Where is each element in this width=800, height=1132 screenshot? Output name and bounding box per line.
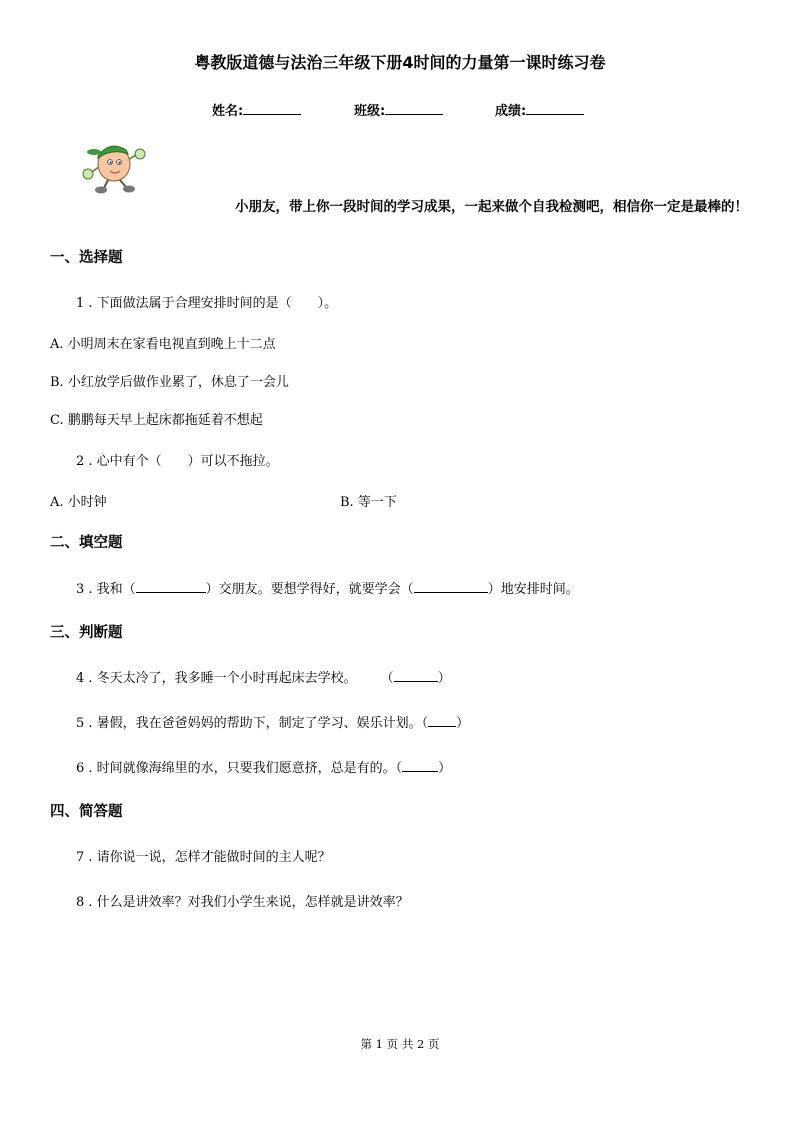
name-blank[interactable]	[243, 102, 301, 115]
score-field	[495, 100, 584, 119]
q4-blank[interactable]	[394, 669, 438, 682]
section-heading-fill: 二、填空题	[50, 535, 123, 551]
q3-text-1: 3 . 我和（	[76, 582, 136, 597]
question-3	[76, 578, 579, 597]
q5-close-paren: ）	[456, 716, 470, 731]
q6-blank[interactable]	[402, 759, 438, 772]
class-blank[interactable]	[385, 102, 443, 115]
section-heading-judge: 三、判断题	[50, 625, 123, 641]
page-footer: 第 1 页 共 2 页	[360, 1037, 440, 1051]
page-title: 粤教版道德与法治三年级下册4时间的力量第一课时练习卷	[194, 53, 606, 72]
class-label: 班级:	[354, 104, 386, 119]
score-blank[interactable]	[526, 102, 584, 115]
question-4	[76, 667, 451, 686]
q3-text-3: ）地安排时间。	[487, 582, 579, 597]
q4-text: 4 . 冬天太冷了，我多睡一个小时再起床去学校。	[76, 671, 357, 686]
score-label: 成绩:	[495, 104, 527, 119]
q3-blank-2[interactable]	[414, 580, 488, 593]
class-field	[354, 100, 443, 119]
q4-close-paren: ）	[437, 671, 451, 686]
question-2: 2 . 心中有个（ ）可以不拖拉。	[76, 454, 279, 469]
name-field	[212, 100, 301, 119]
q3-blank-1[interactable]	[136, 580, 206, 593]
q1-option-c[interactable]: C. 鹏鹏每天早上起床都拖延着不想起	[50, 413, 263, 428]
question-8: 8 . 什么是讲效率？对我们小学生来说，怎样就是讲效率？	[76, 895, 409, 910]
q6-text: 6 . 时间就像海绵里的水，只要我们愿意挤，总是有的。（	[76, 761, 403, 776]
q5-blank[interactable]	[428, 714, 456, 727]
question-1: 1 . 下面做法属于合理安排时间的是（ ）。	[76, 296, 338, 311]
section-heading-choice: 一、选择题	[50, 250, 123, 266]
q4-open-paren: （	[380, 671, 394, 686]
q3-text-2: ）交朋友。要想学得好，就要学会（	[205, 582, 414, 597]
q1-option-a[interactable]: A. 小明周末在家看电视直到晚上十二点	[50, 337, 276, 352]
intro-text: 小朋友，带上你一段时间的学习成果，一起来做个自我检测吧，相信你一定是最棒的！	[235, 199, 748, 215]
q1-option-b[interactable]: B. 小红放学后做作业累了，休息了一会儿	[50, 375, 289, 390]
question-5	[76, 712, 469, 731]
q2-option-b[interactable]: B. 等一下	[340, 495, 397, 510]
question-6	[76, 757, 451, 776]
section-heading-short-answer: 四、简答题	[50, 804, 123, 820]
mascot-illustration	[80, 138, 148, 196]
q2-option-a[interactable]: A. 小时钟	[50, 495, 107, 510]
name-label: 姓名:	[212, 104, 244, 119]
q6-close-paren: ）	[438, 761, 452, 776]
q5-text: 5 . 暑假，我在爸爸妈妈的帮助下，制定了学习、娱乐计划。（	[76, 716, 429, 731]
question-7: 7 . 请你说一说，怎样才能做时间的主人呢？	[76, 850, 331, 865]
